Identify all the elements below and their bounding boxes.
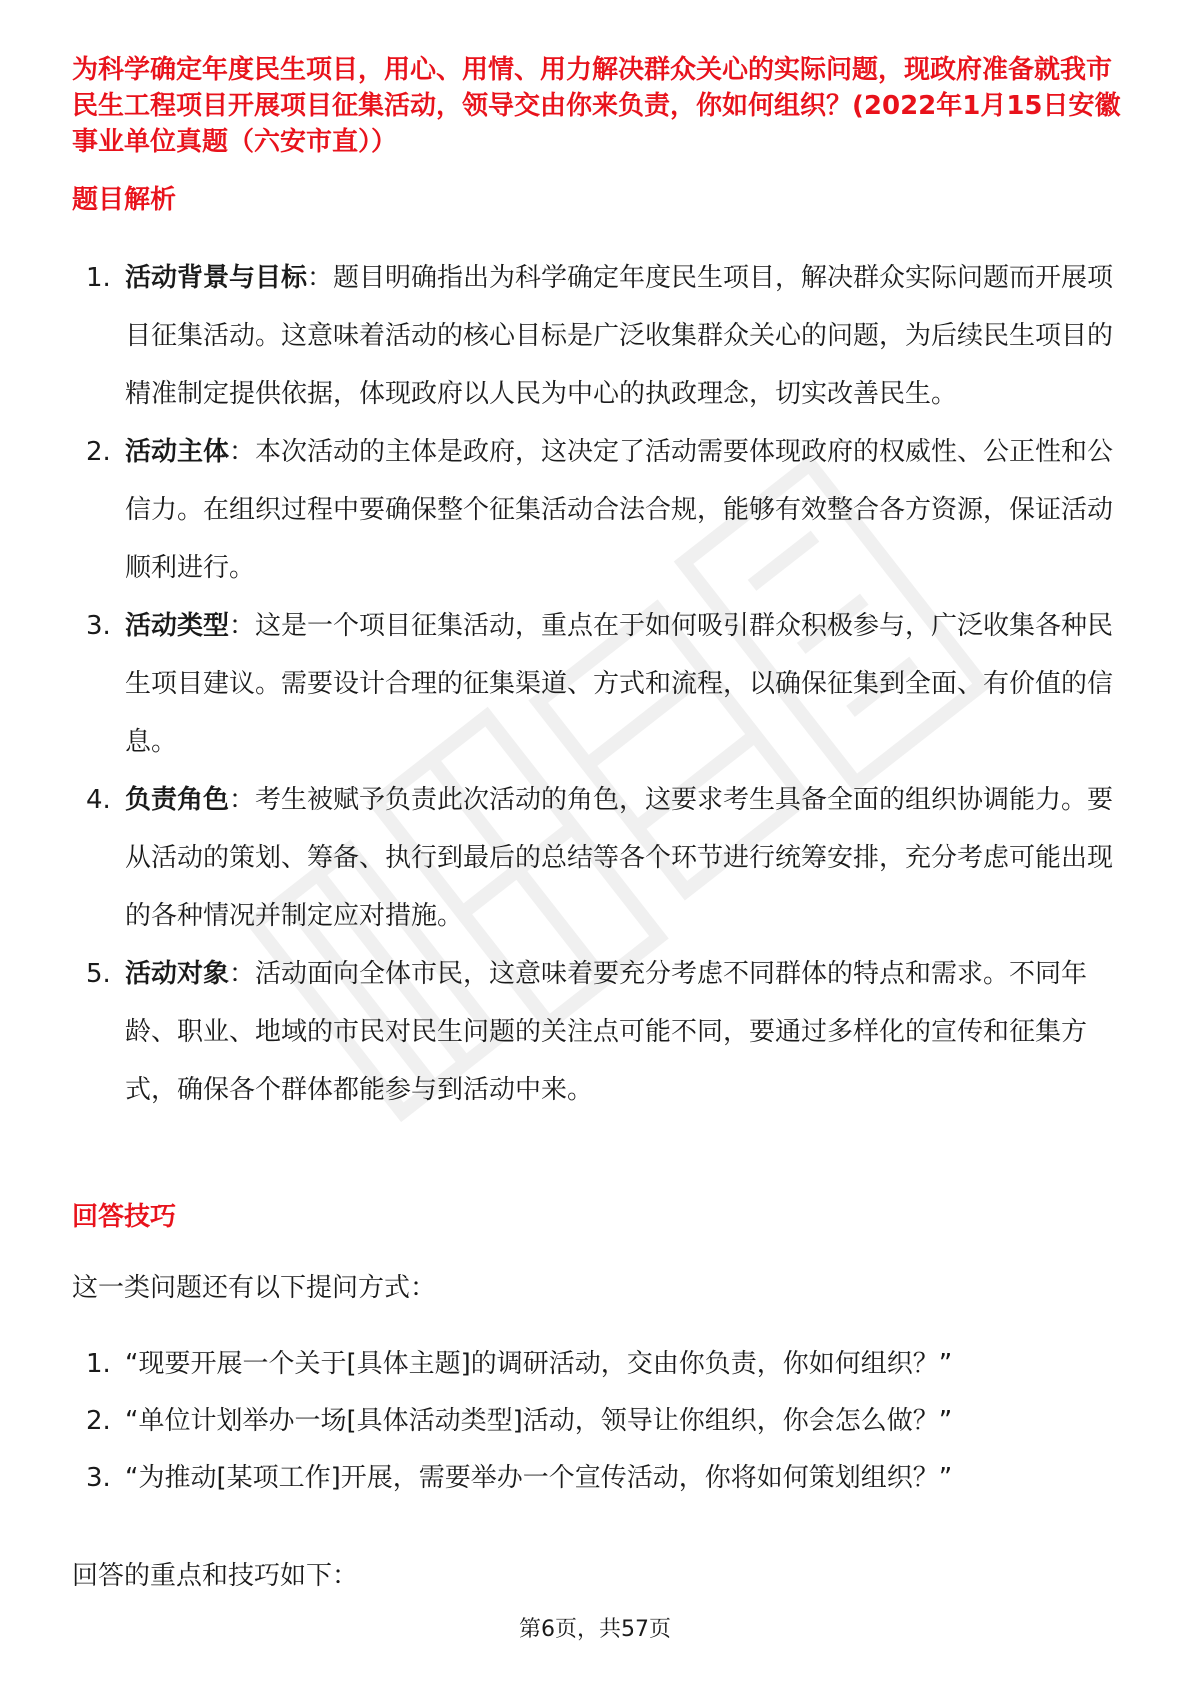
analysis-heading: 题目解析 xyxy=(72,185,177,215)
item-number: 3. xyxy=(86,611,111,641)
question-text: “单位计划举办一场[具体活动类型]活动，领导让你组织，你会怎么做？” xyxy=(125,1406,953,1436)
tips-summary: 回答的重点和技巧如下： xyxy=(72,1561,359,1591)
item-text: 本次活动的主体是政府，这决定了活动需要体现政府的权威性、公正性和公信力。在组织过程中要确保整个征集活动合法合规，能够有效整合各方资源，保证活动顺利进行。 xyxy=(125,437,1114,583)
tips-heading: 回答技巧 xyxy=(72,1202,177,1232)
item-term: 负责角色 xyxy=(125,785,230,815)
question-title: 为科学确定年度民生项目，用心、用情、用力解决群众关心的实际问题，现政府准备就我市民生工程项目开展项目征集活动，领导交由你来负责，你如何组织？(2022年1月15日安徽事业单位真题（六安市直）） xyxy=(72,55,1121,157)
alternative-questions-list xyxy=(72,1346,1122,1517)
alternative-question xyxy=(72,1403,1122,1460)
item-separator: ： xyxy=(229,611,256,641)
item-term: 活动背景与目标 xyxy=(125,263,308,293)
analysis-item xyxy=(72,771,1122,945)
tips-intro: 这一类问题还有以下提问方式： xyxy=(72,1273,437,1303)
item-number: 4. xyxy=(86,785,111,815)
item-number: 5. xyxy=(86,959,111,989)
item-text: 考生被赋予负责此次活动的角色，这要求考生具备全面的组织协调能力。要从活动的策划、筹备、执行到最后的总结等各个环节进行统筹安排，充分考虑可能出现的各种情况并制定应对措施。 xyxy=(125,785,1114,931)
item-separator: ： xyxy=(229,959,256,989)
page-number: 第6页，共57页 xyxy=(519,1617,671,1642)
alternative-question xyxy=(72,1346,1122,1403)
item-text: 这是一个项目征集活动，重点在于如何吸引群众积极参与，广泛收集各种民生项目建议。需要设计合理的征集渠道、方式和流程，以确保征集到全面、有价值的信息。 xyxy=(125,611,1114,757)
item-text: 题目明确指出为科学确定年度民生项目，解决群众实际问题而开展项目征集活动。这意味着活动的核心目标是广泛收集群众关心的问题，为后续民生项目的精准制定提供依据，体现政府以人民为中心的执政理念，切实改善民生。 xyxy=(125,263,1114,409)
item-separator: ： xyxy=(307,263,334,293)
alternative-question xyxy=(72,1460,1122,1517)
analysis-item xyxy=(72,945,1122,1119)
item-separator: ： xyxy=(229,437,256,467)
analysis-item xyxy=(72,423,1122,597)
item-number: 2. xyxy=(86,437,111,467)
analysis-list xyxy=(72,249,1122,1119)
question-text: “现要开展一个关于[具体主题]的调研活动，交由你负责，你如何组织？” xyxy=(125,1349,953,1379)
question-number: 3. xyxy=(86,1463,111,1493)
item-separator: ： xyxy=(229,785,256,815)
question-number: 2. xyxy=(86,1406,111,1436)
item-number: 1. xyxy=(86,263,111,293)
analysis-item xyxy=(72,249,1122,423)
question-number: 1. xyxy=(86,1349,111,1379)
item-term: 活动类型 xyxy=(125,611,230,641)
item-term: 活动主体 xyxy=(125,437,230,467)
item-text: 活动面向全体市民，这意味着要充分考虑不同群体的特点和需求。不同年龄、职业、地域的市民对民生问题的关注点可能不同，要通过多样化的宣传和征集方式，确保各个群体都能参与到活动中来。 xyxy=(125,959,1088,1105)
item-term: 活动对象 xyxy=(125,959,230,989)
question-text: “为推动[某项工作]开展，需要举办一个宣传活动，你将如何策划组织？” xyxy=(125,1463,953,1493)
analysis-item xyxy=(72,597,1122,771)
